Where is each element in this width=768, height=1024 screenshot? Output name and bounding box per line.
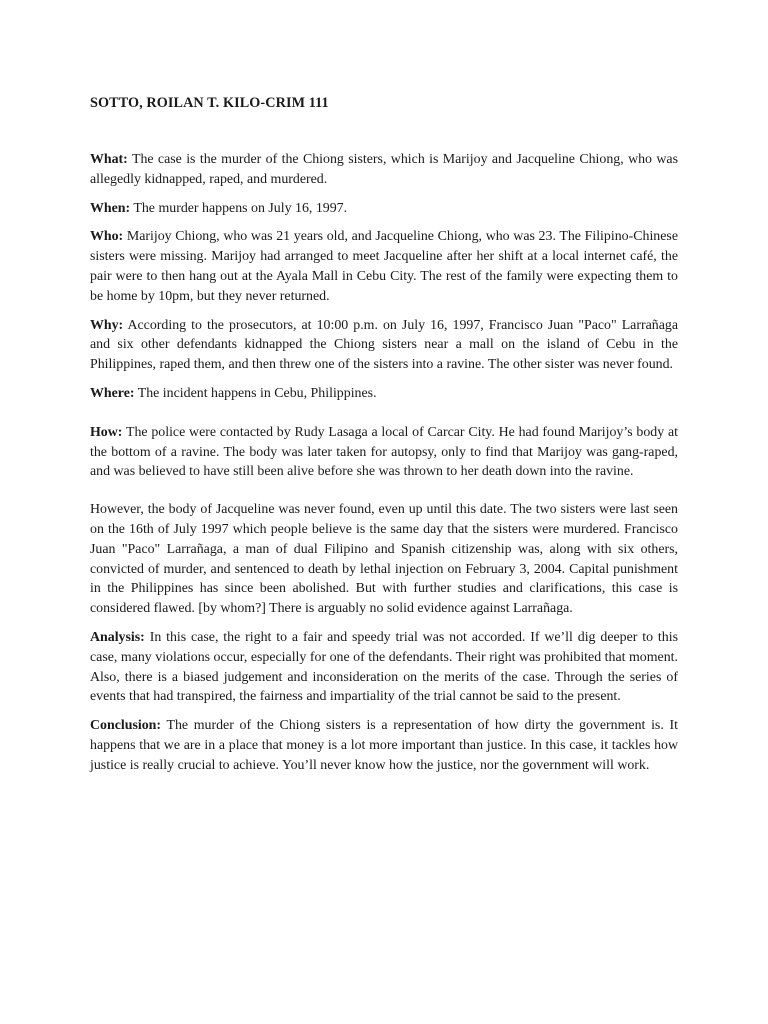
paragraph-who: [90, 227, 678, 306]
label-why: Why:: [90, 317, 124, 333]
text-why: According to the prosecutors, at 10:00 p.m. on July 16, 1997, Francisco Juan "Paco" Larrañaga and six other defendants kidnapped the Chiong sisters near a mall on the island of Cebu in the Philippines, raped them, and then threw one of the sisters into a ravine. The other sister was never found.: [90, 317, 678, 373]
paragraph-where: [90, 384, 678, 404]
text-who: Marijoy Chiong, who was 21 years old, and Jacqueline Chiong, who was 23. The Filipino-Chinese sisters were missing. Marijoy had arranged to meet Jacqueline after her shift at a local internet café, the pair were to then hang out at the Ayala Mall in Cebu City. The rest of the family were expecting them to be home by 10pm, but they never returned.: [90, 229, 678, 304]
paragraph-why: [90, 316, 678, 375]
document-header: SOTTO, ROILAN T. KILO-CRIM 111: [90, 95, 329, 111]
text-how: The police were contacted by Rudy Lasaga a local of Carcar City. He had found Marijoy’s body at the bottom of a ravine. The body was later taken for autopsy, only to find that Marijoy was gang-raped, and was believed to have still been alive before she was thrown to her death down into the ravine.: [90, 424, 678, 480]
paragraph-when: [90, 199, 678, 219]
label-conclusion: Conclusion:: [90, 718, 162, 734]
paragraph-analysis: [90, 628, 678, 707]
text-what: The case is the murder of the Chiong sisters, which is Marijoy and Jacqueline Chiong, who was allegedly kidnapped, raped, and murdered.: [90, 152, 678, 187]
text-conclusion: The murder of the Chiong sisters is a representation of how dirty the government is. It happens that we are in a place that money is a lot more important than justice. In this case, it tackles how justice is really crucial to achieve. You’ll never know how the justice, nor the government will work.: [90, 718, 678, 773]
label-what: What:: [90, 152, 128, 167]
label-analysis: Analysis:: [90, 629, 145, 645]
paragraph-however: However, the body of Jacqueline was never found, even up until this date. The two sisters were last seen on the 16th of July 1997 which people believe is the same day that the sisters were murdered. Francisco Juan "Paco" Larrañaga, a man of dual Filipino and Spanish citizenship was, along with six others, convicted of murder, and sentenced to death by lethal injection on February 3, 2004. Capital punishment in the Philippines has since been abolished. But with further studies and clarifications, this case is considered flawed. [by whom?] There is arguably no solid evidence against Larrañaga.: [90, 502, 678, 617]
text-when: The murder happens on July 16, 1997.: [133, 200, 348, 216]
paragraph-how: [90, 423, 678, 482]
label-where: Where:: [90, 385, 135, 401]
label-who: Who:: [90, 229, 124, 245]
label-when: When:: [90, 200, 131, 216]
text-analysis: In this case, the right to a fair and speedy trial was not accorded. If we’ll dig deeper to this case, many violations occur, especially for one of the defendants. Their right was prohibited that moment. Also, there is a biased judgement and inconsideration on the merits of the case. Through the series of events that had transpired, the fairness and impartiality of the trial cannot be said to the present.: [90, 629, 678, 705]
document-page: [90, 94, 678, 776]
paragraph-what: [90, 150, 678, 190]
text-where: The incident happens in Cebu, Philippines.: [137, 385, 377, 401]
label-how: How:: [90, 424, 123, 440]
paragraph-conclusion: [90, 716, 678, 775]
